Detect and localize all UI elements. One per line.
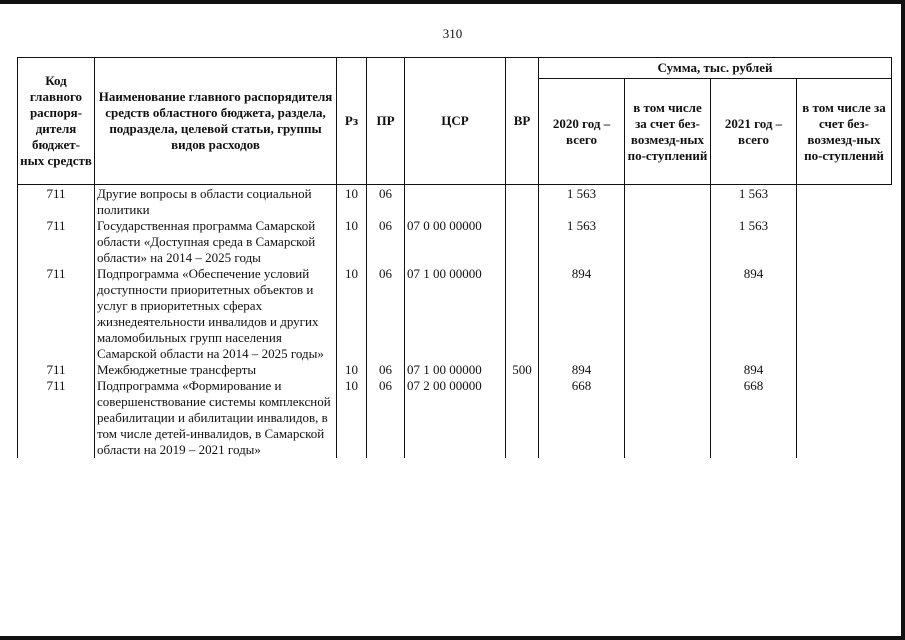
row-2020-total: 1 563 (539, 185, 625, 219)
header-csr: ЦСР (405, 58, 506, 185)
row-pr: 06 (367, 378, 405, 458)
table-body (18, 185, 892, 459)
row-2020-free (625, 218, 711, 266)
header-rz: Рз (337, 58, 367, 185)
row-code: 711 (18, 378, 95, 458)
row-name: Подпрограмма «Обеспечение условий доступности приоритетных объектов и услуг в приоритетных сферах жизнедеятельности инвалидов и других маломобильных групп населения Самарской области на 2014 – 2025 годы» (95, 266, 337, 362)
row-name: Государственная программа Самарской области «Доступная среда в Самарской области» на 2014 – 2025 годы (95, 218, 337, 266)
row-2020-free (625, 266, 711, 362)
page-number: 310 (442, 26, 463, 41)
row-rz: 10 (337, 218, 367, 266)
row-2021-free (797, 362, 892, 378)
row-csr: 07 0 00 00000 (405, 218, 506, 266)
row-vr (506, 185, 539, 219)
right-border (901, 0, 905, 640)
row-2020-free (625, 362, 711, 378)
header-2020-free: в том числе за счет без-возмезд-ных по-ступлений (625, 79, 711, 185)
row-vr (506, 218, 539, 266)
header-name: Наименование главного распорядителя средств областного бюджета, раздела, подраздела, целевой статьи, группы видов расходов (95, 58, 337, 185)
row-rz: 10 (337, 378, 367, 458)
row-2021-total: 1 563 (711, 185, 797, 219)
table-row (18, 218, 892, 266)
row-csr (405, 185, 506, 219)
row-csr: 07 2 00 00000 (405, 378, 506, 458)
row-code: 711 (18, 218, 95, 266)
header-2021-free: в том числе за счет без-возмезд-ных по-ступлений (797, 79, 892, 185)
row-name: Межбюджетные трансферты (95, 362, 337, 378)
table-row (18, 185, 892, 219)
row-2021-total: 668 (711, 378, 797, 458)
row-vr (506, 266, 539, 362)
row-2021-total: 1 563 (711, 218, 797, 266)
row-csr: 07 1 00 00000 (405, 266, 506, 362)
header-2021-total: 2021 год – всего (711, 79, 797, 185)
row-2021-free (797, 218, 892, 266)
row-pr: 06 (367, 362, 405, 378)
row-code: 711 (18, 185, 95, 219)
row-2020-total: 894 (539, 362, 625, 378)
header-pr: ПР (367, 58, 405, 185)
row-rz: 10 (337, 185, 367, 219)
row-2020-free (625, 378, 711, 458)
row-2020-total: 894 (539, 266, 625, 362)
row-pr: 06 (367, 185, 405, 219)
row-2021-free (797, 185, 892, 219)
row-name: Подпрограмма «Формирование и совершенствование системы комплексной реабилитации и абилитации инвалидов, в том числе детей-инвалидов, в Самарской области на 2019 – 2021 годы» (95, 378, 337, 458)
header-vr: ВР (506, 58, 539, 185)
row-2021-total: 894 (711, 362, 797, 378)
row-2021-free (797, 378, 892, 458)
row-2021-total: 894 (711, 266, 797, 362)
row-2021-free (797, 266, 892, 362)
table-row (18, 266, 892, 362)
header-sum-group: Сумма, тыс. рублей (539, 58, 892, 79)
row-2020-total: 1 563 (539, 218, 625, 266)
budget-table (17, 57, 892, 458)
row-code: 711 (18, 362, 95, 378)
table-row (18, 378, 892, 458)
row-rz: 10 (337, 362, 367, 378)
row-vr: 500 (506, 362, 539, 378)
row-rz: 10 (337, 266, 367, 362)
top-border (0, 0, 905, 4)
row-csr: 07 1 00 00000 (405, 362, 506, 378)
row-vr (506, 378, 539, 458)
header-2020-total: 2020 год – всего (539, 79, 625, 185)
row-2020-free (625, 185, 711, 219)
row-name: Другие вопросы в области социальной политики (95, 185, 337, 219)
row-pr: 06 (367, 218, 405, 266)
table-row (18, 362, 892, 378)
row-code: 711 (18, 266, 95, 362)
bottom-border (0, 636, 905, 640)
row-2020-total: 668 (539, 378, 625, 458)
header-code: Код главного распоря-дителя бюджет-ных средств (18, 58, 95, 185)
row-pr: 06 (367, 266, 405, 362)
